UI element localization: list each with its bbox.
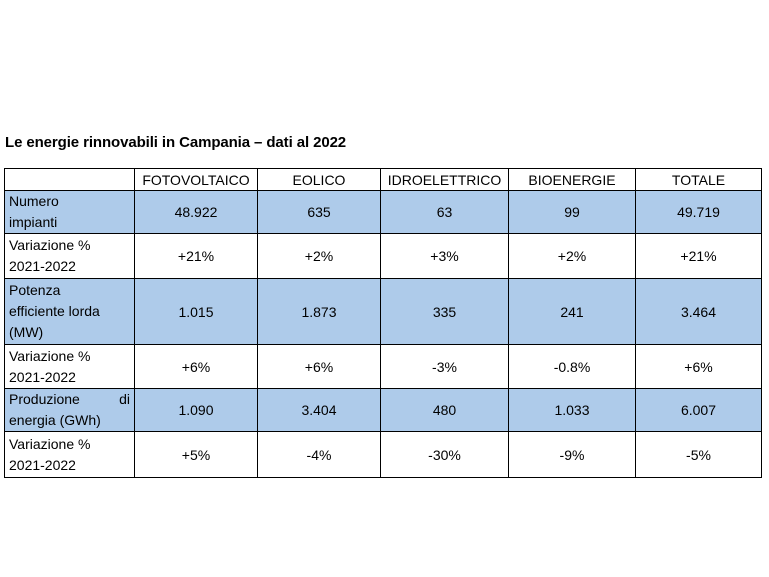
row-label: Potenza efficiente lorda (MW) <box>5 279 135 345</box>
table-cell: 635 <box>258 191 381 234</box>
column-header-bioenergie: BIOENERGIE <box>509 169 636 191</box>
table-cell: 480 <box>381 389 509 432</box>
corner-cell <box>5 169 135 191</box>
table-cell: 335 <box>381 279 509 345</box>
table-cell: -30% <box>381 432 509 478</box>
table-cell: 3.404 <box>258 389 381 432</box>
table-cell: 1.090 <box>135 389 258 432</box>
table-cell: +21% <box>636 234 762 279</box>
table-cell: 1.015 <box>135 279 258 345</box>
table-cell: -0.8% <box>509 345 636 389</box>
row-label: Numero impianti <box>5 191 135 234</box>
column-header-fotovoltaico: FOTOVOLTAICO <box>135 169 258 191</box>
table-cell: +3% <box>381 234 509 279</box>
row-label: Variazione % 2021-2022 <box>5 432 135 478</box>
table-cell: 1.033 <box>509 389 636 432</box>
row-label-word: di <box>119 391 130 407</box>
row-label-word: Produzione <box>9 391 80 407</box>
table-cell: 63 <box>381 191 509 234</box>
table-cell: -5% <box>636 432 762 478</box>
table-cell: -3% <box>381 345 509 389</box>
page-title: Le energie rinnovabili in Campania – dati al 2022 <box>5 134 347 151</box>
table-cell: +2% <box>509 234 636 279</box>
table-row-variazione-produzione <box>5 432 762 478</box>
table-cell: -9% <box>509 432 636 478</box>
table-row-produzione <box>5 389 762 432</box>
header-row <box>5 169 762 191</box>
table-cell: 1.873 <box>258 279 381 345</box>
row-label: Variazione % 2021-2022 <box>5 345 135 389</box>
column-header-idroelettrico: IDROELETTRICO <box>381 169 509 191</box>
table-row-variazione-numero <box>5 234 762 279</box>
table-cell: +21% <box>135 234 258 279</box>
table-cell: +6% <box>636 345 762 389</box>
column-header-totale: TOTALE <box>636 169 762 191</box>
table-cell: 241 <box>509 279 636 345</box>
row-label: Variazione % 2021-2022 <box>5 234 135 279</box>
column-header-eolico: EOLICO <box>258 169 381 191</box>
table-cell: +6% <box>135 345 258 389</box>
table-cell: 3.464 <box>636 279 762 345</box>
table-row-potenza <box>5 279 762 345</box>
table-cell: +6% <box>258 345 381 389</box>
table-row-variazione-potenza <box>5 345 762 389</box>
renewables-table <box>4 168 762 478</box>
table-cell: +5% <box>135 432 258 478</box>
row-label: Produzione di energia (GWh) <box>5 389 135 432</box>
table-cell: +2% <box>258 234 381 279</box>
table-cell: 6.007 <box>636 389 762 432</box>
table-cell: 48.922 <box>135 191 258 234</box>
table-row-numero-impianti <box>5 191 762 234</box>
table-cell: -4% <box>258 432 381 478</box>
table-cell: 49.719 <box>636 191 762 234</box>
table-cell: 99 <box>509 191 636 234</box>
